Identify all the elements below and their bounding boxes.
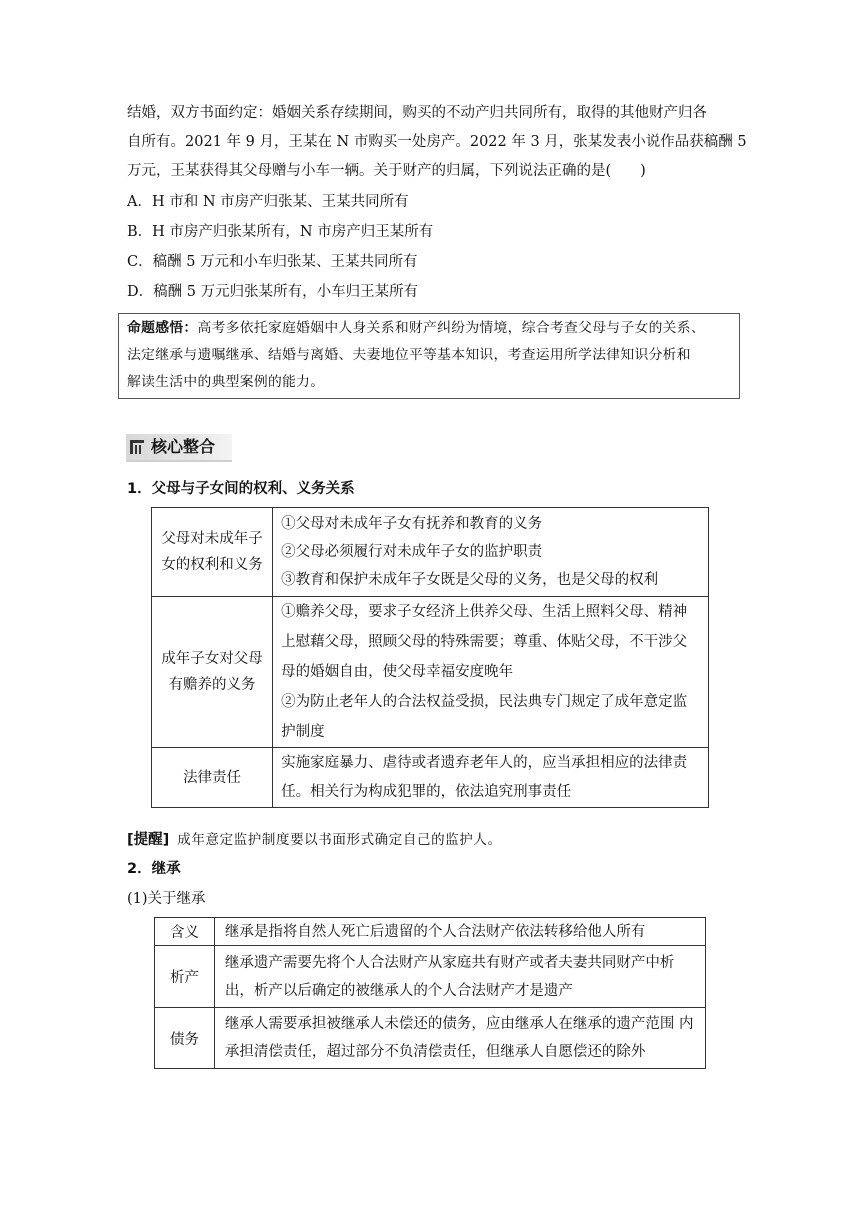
table-cell: 成年子女对父母 有赡养的义务 — [152, 597, 273, 748]
table-cell: 实施家庭暴力、虐待或者遗弃老年人的，应当承担相应的法律责 任。相关行为构成犯罪的，依法追究刑事责任 — [273, 748, 709, 808]
table-cell: 继承是指将自然人死亡后遗留的个人合法财产依法转移给他人所有 — [214, 918, 705, 946]
exam-insight-text: 解读生活中的典型案例的能力。 — [127, 374, 325, 390]
exam-insight-text: 高考多依托家庭婚姻中人身关系和财产纠纷为情境，综合考查父母与子女的关系、 — [197, 320, 705, 336]
option-d: D．稿酬 5 万元归张某所有，小车归王某所有 — [127, 284, 419, 300]
option-b: B．H 市房产归张某所有，N 市房产归王某所有 — [127, 224, 434, 240]
table-row — [155, 918, 706, 946]
exam-insight-label: 命题感悟： — [127, 320, 198, 336]
table-cell: 含义 — [155, 918, 215, 946]
table-cell: ①赡养父母，要求子女经济上供养父母、生活上照料父母、精神 上慰藉父母，照顾父母的特殊需要；尊重、体贴父母，不干涉父 母的婚姻自由，使父母幸福安度晚年 ②为防止老年人的合法权益受损，民法典专门规定了成年意定监 护制度 — [273, 597, 709, 748]
table-row — [155, 946, 706, 1008]
inheritance-table — [154, 917, 706, 1069]
option-a: A．H 市和 N 市房产归张某、王某共同所有 — [127, 194, 409, 210]
exam-insight-box — [118, 313, 740, 399]
question-line: 万元，王某获得其父母赠与小车一辆。关于财产的归属，下列说法正确的是( ) — [127, 163, 646, 179]
table-cell: 继承遗产需要先将个人合法财产从家庭共有财产或者夫妻共同财产中析 出，析产以后确定的被继承人的个人合法财产才是遗产 — [214, 946, 705, 1008]
heading-inheritance: 2．继承 — [127, 861, 181, 877]
table-row — [152, 597, 709, 748]
table-row — [152, 748, 709, 808]
reminder-note — [127, 830, 502, 850]
section-marker-icon — [130, 440, 144, 454]
table-cell: 父母对未成年子 女的权利和义务 — [152, 508, 273, 597]
table-row — [155, 1008, 706, 1069]
heading-parent-child: 1．父母与子女间的权利、义务关系 — [127, 481, 355, 497]
table-cell: 继承人需要承担被继承人未偿还的债务，应由继承人在继承的遗产范围 内承担清偿责任，超过部分不负清偿责任，但继承人自愿偿还的除外 — [214, 1008, 705, 1069]
exam-insight-text: 法定继承与遗嘱继承、结婚与离婚、夫妻地位平等基本知识，考查运用所学法律知识分析和 — [127, 347, 691, 363]
reminder-label: [提醒] — [127, 832, 170, 848]
section-title: 核心整合 — [151, 437, 216, 456]
table-cell: 债务 — [155, 1008, 215, 1069]
rights-duties-table — [151, 507, 709, 808]
table-row — [152, 508, 709, 597]
option-c: C．稿酬 5 万元和小车归张某、王某共同所有 — [127, 254, 418, 270]
table-cell: ①父母对未成年子女有抚养和教育的义务 ②父母必须履行对未成年子女的监护职责 ③教育和保护未成年子女既是父母的义务，也是父母的权利 — [273, 508, 709, 597]
reminder-text: 成年意定监护制度要以书面形式确定自己的监护人。 — [177, 832, 502, 848]
table-cell: 法律责任 — [152, 748, 273, 808]
table-cell: 析产 — [155, 946, 215, 1008]
section-header — [126, 434, 232, 462]
subheading-about-inheritance: (1)关于继承 — [127, 891, 206, 907]
question-line: 自所有。2021 年 9 月，王某在 N 市购买一处房产。2022 年 3 月，张某发表小说作品获稿酬 5 — [127, 134, 747, 150]
question-line: 结婚，双方书面约定：婚姻关系存续期间，购买的不动产归共同所有，取得的其他财产归各 — [127, 105, 707, 121]
